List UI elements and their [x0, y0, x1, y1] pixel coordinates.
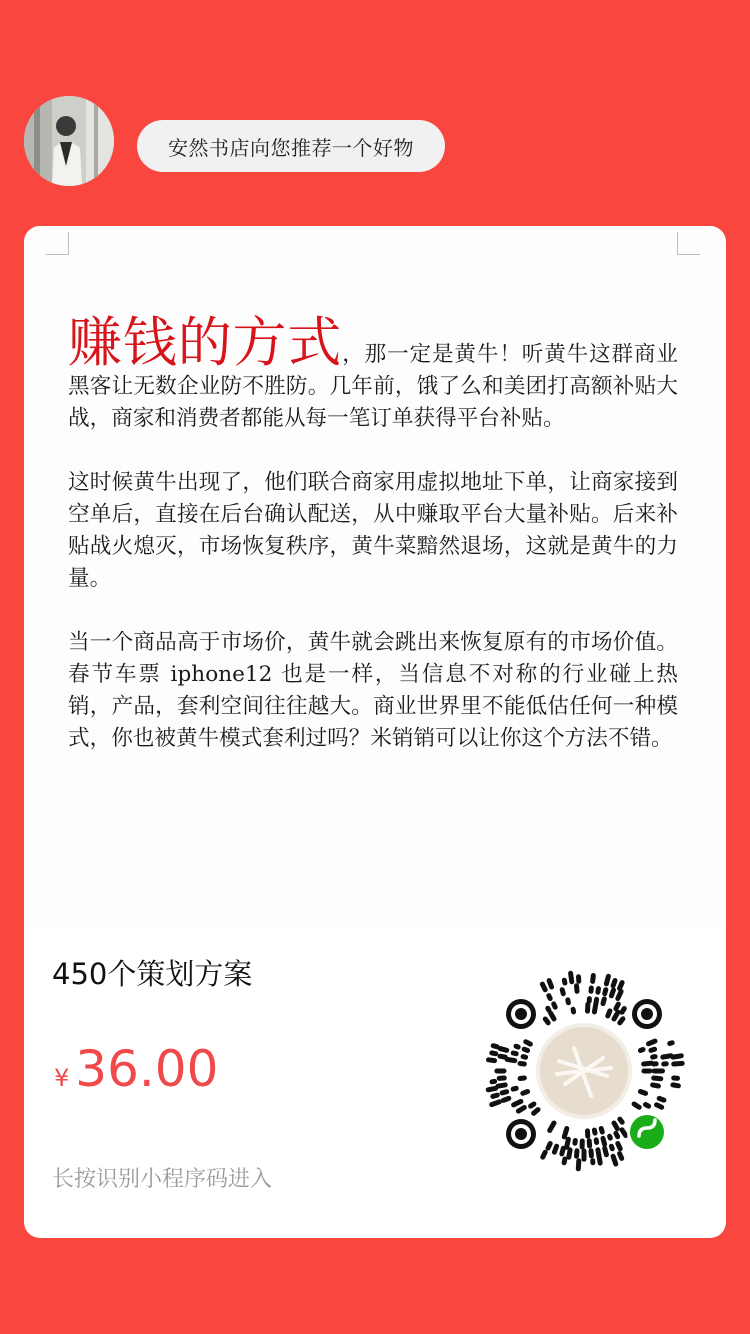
headline: 赚钱的方式	[68, 311, 343, 374]
crop-mark	[46, 232, 69, 255]
paragraph-text: ，那一定是黄牛！听黄牛这群商业黑客让无数企业防不胜防。几年前，饿了么和美团打高额补贴大战，商家和消费者都能从每一笔订单获得平台补贴。	[68, 342, 678, 431]
paragraph	[68, 311, 678, 435]
product-title: 450个策划方案	[52, 957, 253, 991]
currency-symbol: ¥	[54, 1064, 70, 1092]
share-message-bubble	[137, 120, 445, 172]
avatar	[24, 96, 114, 186]
price	[54, 1040, 218, 1098]
mini-program-code[interactable]	[479, 966, 689, 1176]
price-value: 36.00	[75, 1040, 219, 1098]
mini-program-code-icon	[479, 966, 689, 1176]
article-text	[68, 311, 678, 787]
paragraph: 这时候黄牛出现了，他们联合商家用虚拟地址下单，让商家接到空单后，直接在后台确认配送，从中赚取平台大量补贴。后来补贴战火熄灭，市场恢复秩序，黄牛菜黯然退场，这就是黄牛的力量。	[68, 470, 678, 591]
paragraph: 当一个商品高于市场价，黄牛就会跳出来恢复原有的市场价值。春节车票 iphone12 也是一样，当信息不对称的行业碰上热销，产品，套利空间往往越大。商业世界里不能低估任何一种模式，你也被黄牛模式套利过吗？米销销可以让你这个方法不错。	[68, 630, 678, 751]
user-avatar-icon	[24, 96, 114, 186]
crop-mark	[677, 232, 700, 255]
share-message-text: 安然书店向您推荐一个好物	[168, 135, 414, 160]
scan-hint: 长按识别小程序码进入	[52, 1167, 273, 1192]
product-card[interactable]	[24, 226, 726, 1238]
cover-image	[24, 226, 726, 926]
